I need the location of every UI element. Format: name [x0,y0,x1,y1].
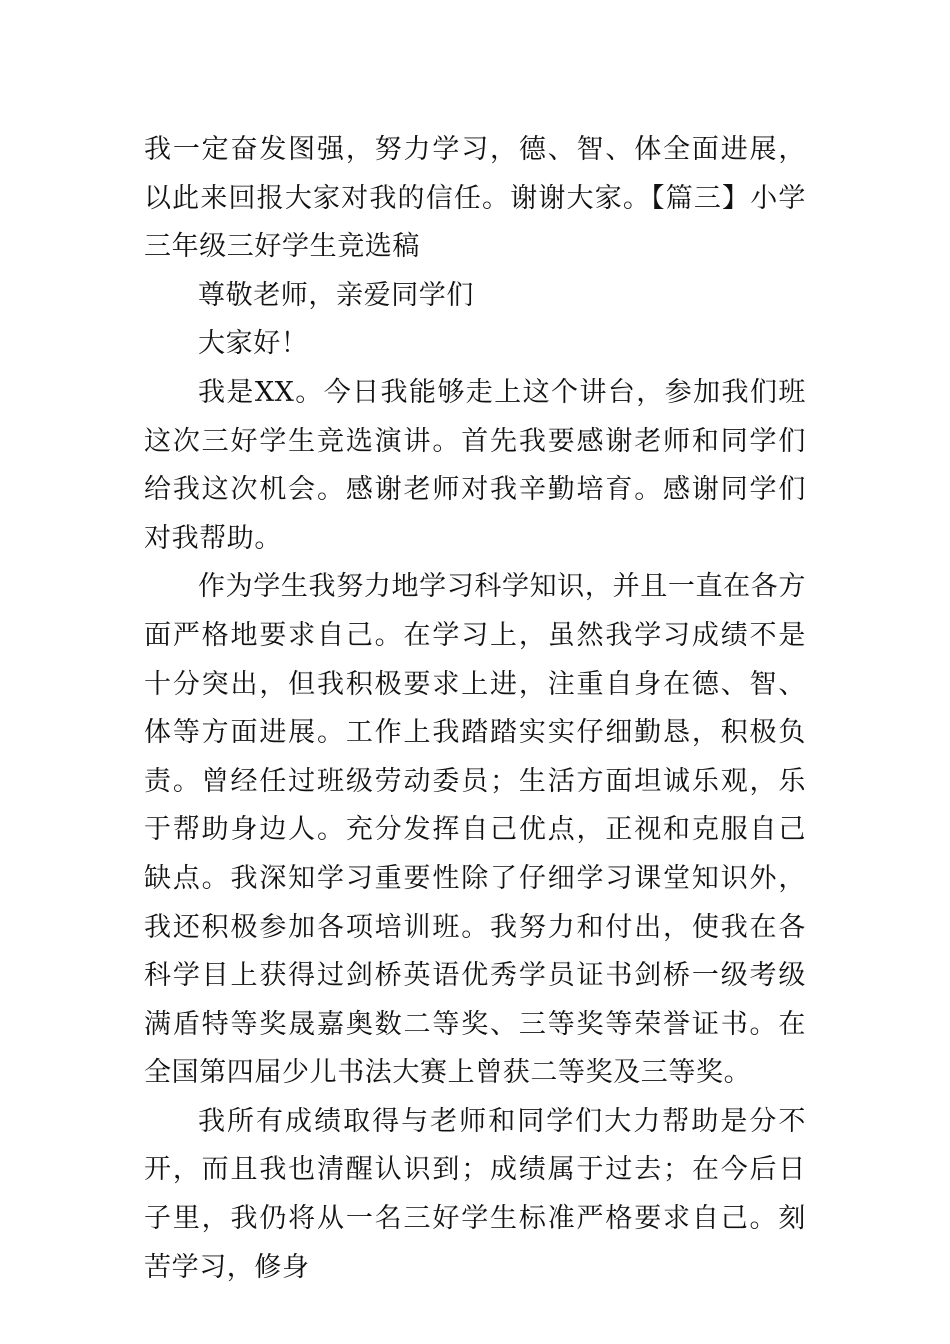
paragraph-greeting: 大家好！ [198,328,309,360]
paragraph-salutation: 尊敬老师，亲爱同学们 [198,279,474,311]
paragraph-continuation: 我一定奋发图强，努力学习，德、智、体全面进展，以此来回报大家对我的信任。谢谢大家。【篇三】小学三年级三好学生竞选稿 [144,134,806,263]
paragraph-achievements: 作为学生我努力地学习科学知识，并且一直在各方面严格地要求自己。在学习上，虽然我学习成绩不是十分突出，但我积极要求上进，注重自身在德、智、体等方面进展。工作上我踏踏实实仔细勤恳，积极负责。曾经任过班级劳动委员；生活方面坦诚乐观，乐于帮助身边人。充分发挥自己优点，正视和克服自己缺点。我深知学习重要性除了仔细学习课堂知识外，我还积极参加各项培训班。我努力和付出，使我在各科学目上获得过剑桥英语优秀学员证书剑桥一级考级满盾特等奖晟嘉奥数二等奖、三等奖等荣誉证书。在全国第四届少儿书法大赛上曾获二等奖及三等奖。 [144,571,806,1089]
document-body [144,126,806,1292]
paragraph-closing: 我所有成绩取得与老师和同学们大力帮助是分不开，而且我也清醒认识到；成绩属于过去；在今后日子里，我仍将从一名三好学生标准严格要求自己。刻苦学习，修身 [144,1105,806,1283]
paragraph-introduction: 我是XX。今日我能够走上这个讲台，参加我们班这次三好学生竞选演讲。首先我要感谢老师和同学们给我这次机会。感谢老师对我辛勤培育。感谢同学们对我帮助。 [144,376,806,554]
